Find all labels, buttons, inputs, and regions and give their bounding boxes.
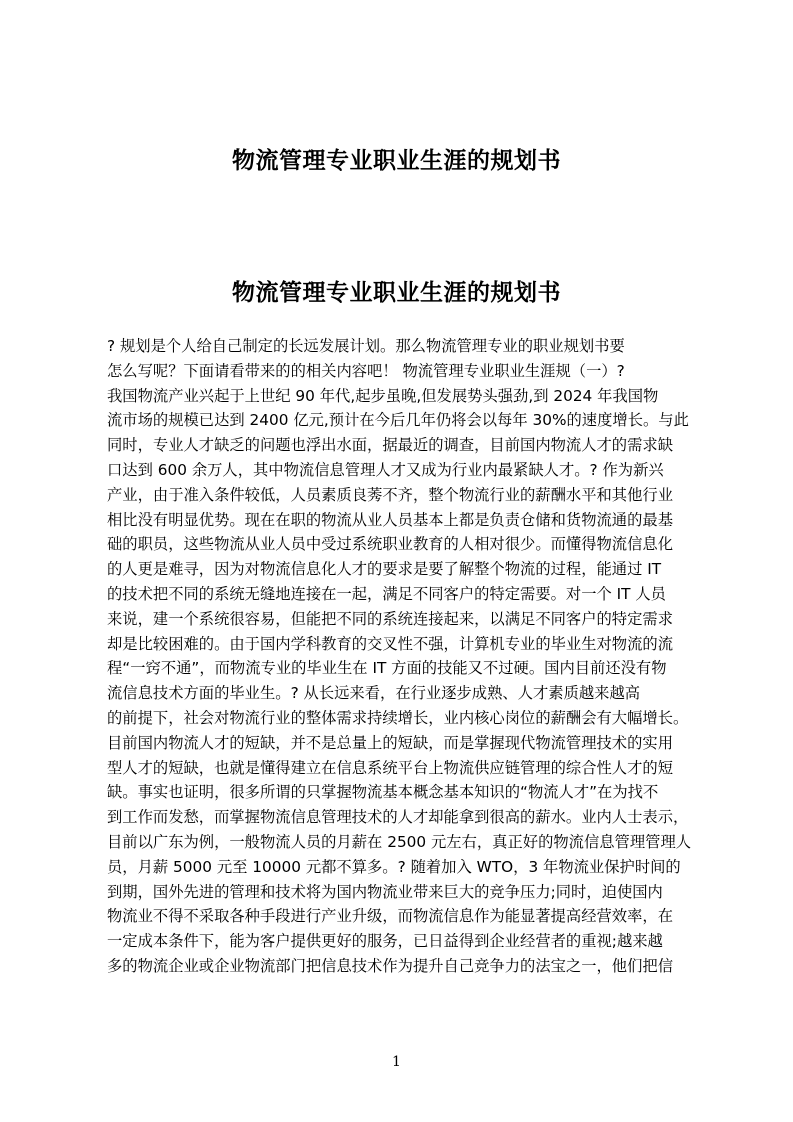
text-line: 同时，专业人才缺乏的问题也浮出水面，据最近的调查，目前国内物流人才的需求缺 xyxy=(107,436,673,455)
text-line: 程“一窍不通”，而物流专业的毕业生在 IT 方面的技能又不过硬。国内目前还没有物 xyxy=(107,659,667,678)
text-line: 缺。事实也证明，很多所谓的只掌握物流基本概念基本知识的“物流人才”在为找不 xyxy=(107,783,659,802)
body-text xyxy=(107,334,727,979)
text-line: 口达到 600 余万人，其中物流信息管理人才又成为行业内最紧缺人才。? 作为新兴 xyxy=(107,460,664,479)
text-line: ? 规划是个人给自己制定的长远发展计划。那么物流管理专业的职业规划书要 xyxy=(107,337,625,355)
text-line: 的技术把不同的系统无缝地连接在一起，满足不同客户的特定需要。对一个 IT 人员 xyxy=(107,584,666,603)
text-line: 目前以广东为例，一般物流人员的月薪在 2500 元左右，真正好的物流信息管理管理人 xyxy=(107,832,692,851)
text-line: 到工作而发愁，而掌握物流信息管理技术的人才却能拿到很高的薪水。业内人士表示， xyxy=(107,808,689,827)
text-line: 到期，国外先进的管理和技术将为国内物流业带来巨大的竞争压力;同时，迫使国内 xyxy=(107,882,663,901)
text-line: 相比没有明显优势。现在在职的物流从业人员基本上都是负责仓储和货物流通的最基 xyxy=(107,510,673,529)
text-line: 型人才的短缺，也就是懂得建立在信息系统平台上物流供应链管理的综合性人才的短 xyxy=(107,758,673,777)
text-line: 物流业不得不采取各种手段进行产业升级，而物流信息作为能显著提高经营效率，在 xyxy=(107,907,673,926)
text-line: 的人更是难寻，因为对物流信息化人才的要求是要了解整个物流的过程，能通过 IT xyxy=(107,560,662,579)
page-number: 1 xyxy=(392,1054,401,1070)
document-title: 物流管理专业职业生涯的规划书 xyxy=(232,280,561,306)
text-line: 来说，建一个系统很容易，但能把不同的系统连接起来，以满足不同客户的特定需求 xyxy=(107,609,673,628)
text-line: 一定成本条件下，能为客户提供更好的服务，已日益得到企业经营者的重视;越来越 xyxy=(107,932,663,951)
page-header-title: 物流管理专业职业生涯的规划书 xyxy=(232,148,561,174)
text-line: 却是比较困难的。由于国内学科教育的交叉性不强，计算机专业的毕业生对物流的流 xyxy=(107,634,673,653)
text-line: 多的物流企业或企业物流部门把信息技术作为提升自己竞争力的法宝之一，他们把信 xyxy=(107,956,673,975)
text-line: 的前提下，社会对物流行业的整体需求持续增长，业内核心岗位的薪酬会有大幅增长。 xyxy=(107,708,689,727)
text-line: 础的职员，这些物流从业人员中受过系统职业教育的人相对很少。而懂得物流信息化 xyxy=(107,535,673,554)
text-line: 流市场的规模已达到 2400 亿元,预计在今后几年仍将会以每年 30%的速度增长。与此 xyxy=(107,411,689,430)
text-line: 员，月薪 5000 元至 10000 元都不算多。? 随着加入 WTO，3 年物流业保护时间的 xyxy=(107,857,681,876)
text-line: 我国物流产业兴起于上世纪 90 年代,起步虽晚,但发展势头强劲,到 2024 年我国物 xyxy=(107,386,659,405)
text-line: 产业，由于准入条件较低，人员素质良莠不齐，整个物流行业的薪酬水平和其他行业 xyxy=(107,485,673,504)
text-line: 怎么写呢？下面请看带来的的相关内容吧！ 物流管理专业职业生涯规（一）? xyxy=(107,361,625,380)
text-line: 目前国内物流人才的短缺，并不是总量上的短缺，而是掌握现代物流管理技术的实用 xyxy=(107,733,673,752)
text-line: 流信息技术方面的毕业生。? 从长远来看，在行业逐步成熟、人才素质越来越高 xyxy=(107,684,641,703)
